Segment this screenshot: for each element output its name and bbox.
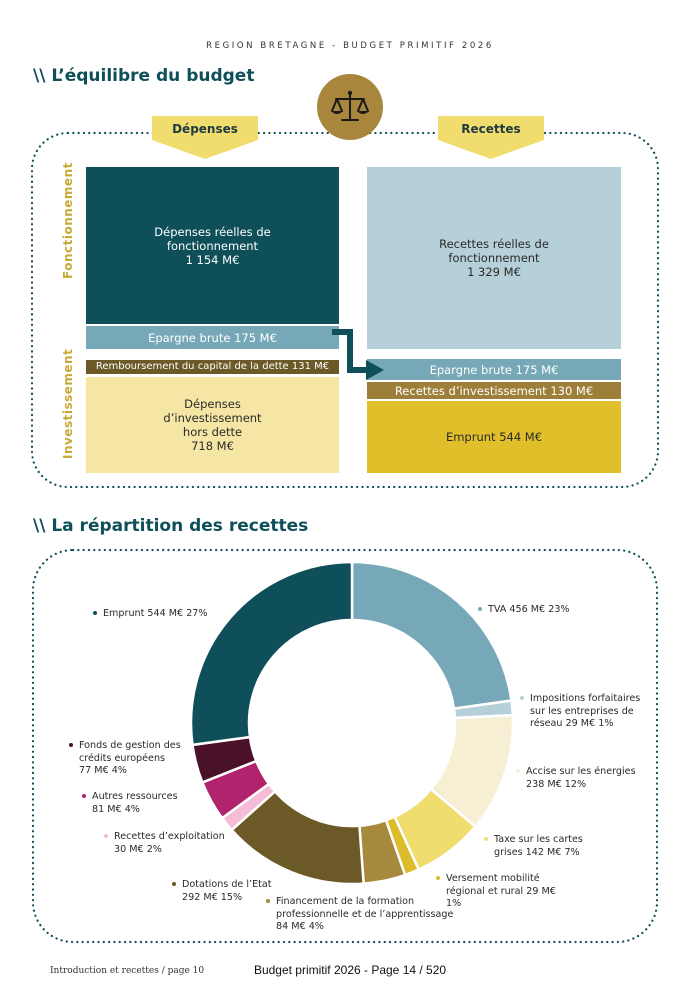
dep-fonct-line1: Dépenses réelles de bbox=[154, 224, 271, 239]
legend-versement bbox=[436, 873, 556, 911]
dep-invest-line2: d’investissement bbox=[163, 411, 262, 425]
remboursement-dette-box: Remboursement du capital de la dette 131 M€ bbox=[86, 360, 339, 374]
legend-dot bbox=[82, 794, 86, 798]
section-title-repartition: \\ La répartition des recettes bbox=[33, 516, 309, 536]
legend-emprunt bbox=[93, 608, 208, 621]
rec-fonct-line2: fonctionnement bbox=[448, 251, 540, 265]
dep-invest-line1: Dépenses bbox=[184, 397, 241, 411]
investissement-label: Investissement bbox=[61, 348, 75, 459]
dep-fonct-value: 1 154 M€ bbox=[185, 252, 240, 267]
legend-dot bbox=[172, 882, 176, 886]
dep-invest-line3: hors dette bbox=[182, 425, 243, 439]
legend-dot bbox=[516, 769, 520, 773]
donut-slice-0 bbox=[352, 562, 511, 709]
legend-exploitation bbox=[104, 831, 225, 856]
emprunt-box: Emprunt 544 M€ bbox=[367, 401, 621, 473]
legend-autres bbox=[82, 791, 178, 816]
recettes-investissement-box: Recettes d’investissement 130 M€ bbox=[367, 382, 621, 399]
legend-dotations bbox=[172, 879, 272, 904]
section-title-equilibre: \\ L’équilibre du budget bbox=[33, 66, 255, 86]
legend-impositions bbox=[520, 693, 640, 731]
donut-slice-10 bbox=[191, 562, 352, 745]
legend-dot bbox=[93, 611, 97, 615]
footer-page-number: Budget primitif 2026 - Page 14 / 520 bbox=[253, 963, 447, 977]
page-header: REGION BRETAGNE - BUDGET PRIMITIF 2026 bbox=[206, 41, 494, 51]
legend-dot bbox=[69, 743, 73, 747]
epargne-brute-right: Epargne brute 175 M€ bbox=[367, 359, 621, 380]
legend-autres-l2: 81 M€ 4% bbox=[92, 803, 140, 815]
legend-financement-l2: professionnelle et de l’apprentissage bbox=[276, 908, 454, 920]
legend-versement-l1: Versement mobilité bbox=[446, 873, 540, 884]
legend-dot bbox=[520, 696, 524, 700]
legend-impositions-l3: réseau 29 M€ 1% bbox=[530, 718, 614, 729]
legend-tva-label: TVA 456 M€ 23% bbox=[488, 604, 570, 615]
legend-autres-l1: Autres ressources bbox=[92, 791, 178, 802]
legend-dotations-l2: 292 M€ 15% bbox=[182, 891, 243, 903]
legend-financement-l1: Financement de la formation bbox=[276, 896, 415, 907]
rec-fonct-value: 1 329 M€ bbox=[467, 265, 521, 279]
footer-section-page: Introduction et recettes / page 10 bbox=[50, 966, 205, 976]
legend-taxe-l2: grises 142 M€ 7% bbox=[494, 846, 580, 858]
dep-fonct-line2: fonctionnement bbox=[166, 238, 259, 253]
legend-dotations-l1: Dotations de l’Etat bbox=[182, 879, 272, 890]
legend-emprunt-label: Emprunt 544 M€ 27% bbox=[103, 608, 208, 619]
legend-accise-l1: Accise sur les énergies bbox=[526, 766, 636, 777]
legend-dot bbox=[478, 607, 482, 611]
legend-fonds-l1: Fonds de gestion des bbox=[79, 740, 181, 751]
legend-tva bbox=[478, 604, 570, 617]
legend-fonds-l3: 77 M€ 4% bbox=[79, 765, 127, 776]
legend-accise bbox=[516, 766, 636, 791]
legend-exploitation-l1: Recettes d’exploitation bbox=[114, 831, 225, 842]
legend-fonds bbox=[69, 740, 181, 778]
legend-impositions-l2: sur les entreprises de bbox=[530, 705, 634, 717]
legend-accise-l2: 238 M€ 12% bbox=[526, 778, 587, 790]
legend-versement-l2: régional et rural 29 M€ bbox=[446, 885, 556, 897]
epargne-brute-left: Epargne brute 175 M€ bbox=[86, 326, 339, 349]
legend-financement bbox=[266, 896, 453, 934]
legend-financement-l3: 84 M€ 4% bbox=[276, 921, 324, 932]
legend-fonds-l2: crédits européens bbox=[79, 752, 166, 764]
recettes-label: Recettes bbox=[461, 122, 521, 136]
legend-impositions-l1: Impositions forfaitaires bbox=[530, 693, 641, 704]
depenses-label: Dépenses bbox=[172, 122, 238, 136]
rec-fonct-line1: Recettes réelles de bbox=[439, 237, 549, 251]
legend-versement-l3: 1% bbox=[446, 898, 462, 909]
fonctionnement-label: Fonctionnement bbox=[61, 162, 75, 279]
legend-dot bbox=[436, 876, 440, 880]
legend-taxe-l1: Taxe sur les cartes bbox=[494, 834, 583, 845]
legend-taxe bbox=[484, 834, 583, 859]
dep-invest-value: 718 M€ bbox=[191, 439, 234, 453]
legend-dot bbox=[104, 834, 108, 838]
legend-dot bbox=[484, 837, 488, 841]
legend-exploitation-l2: 30 M€ 2% bbox=[114, 843, 162, 855]
